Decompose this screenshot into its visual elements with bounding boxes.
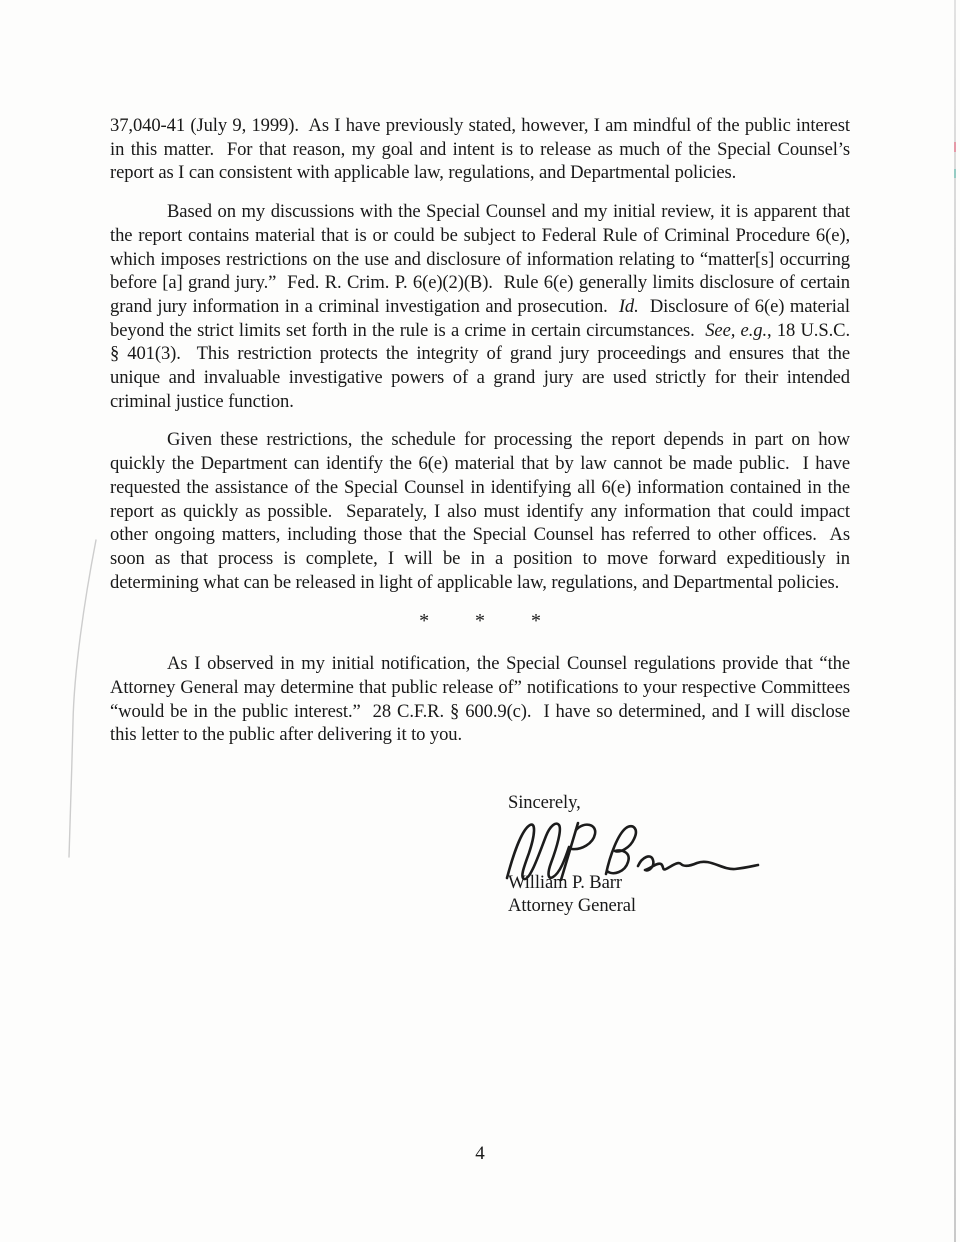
- asterisk: *: [475, 610, 485, 633]
- scan-artifact-right-edge-line: [954, 0, 956, 1242]
- paragraph-text: Based on my discussions with the Special Counsel and my initial review, it is apparent that the report contains material that is or could be subject to Federal Rule of Criminal Procedure 6(e), which imposes restrictions on the use and disclosure of information relating to “matter[s] occurring before [a] grand jury.” Fed. R. Crim. P. 6(e)(2)(B). Rule 6(e) generally limits disclosure of certain grand jury information in a criminal investigation and prosecution.: [110, 201, 855, 317]
- page-number: 4: [475, 1143, 485, 1164]
- paragraph-processing-schedule: [110, 428, 855, 594]
- paragraph-public-release: [110, 652, 855, 747]
- paragraph-6e-restrictions: [110, 200, 855, 413]
- paragraph-text: Disclosure of 6(e) material beyond the strict limits set forth in the rule is a crime in certain circumstances.: [110, 295, 855, 341]
- scan-artifact-crease-line: [58, 532, 108, 862]
- paragraph-text: As I observed in my initial notification, the Special Counsel regulations provide that “the Attorney General may determine that public release of” notifications to your respective Committees “would be in the public interest.” 28 C.F.R. § 600.9(c). I have so determined, and I will disclose this letter to the public after delivering it to you.: [110, 653, 855, 746]
- citation-id: Id.: [618, 295, 639, 317]
- closing-salutation: Sincerely,: [508, 792, 581, 814]
- citation-see-eg: See, e.g.: [705, 319, 767, 341]
- paragraph-text: Given these restrictions, the schedule for processing the report depends in part on how quickly the Department can identify the 6(e) material that by law cannot be made public. I have requested the assistance of the Special Counsel in identifying all 6(e) information contained in the report as quickly as possible. Separately, I also must identify any information that could impact other ongoing matters, including those that the Special Counsel has referred to other offices. As soon as that process is complete, I will be in a position to move forward expeditiously in determining what can be released in light of applicable law, regulations, and Departmental policies.: [110, 429, 855, 593]
- asterisk: *: [419, 610, 430, 633]
- signatory-name: William P. Barr: [508, 872, 622, 894]
- signature-block: [508, 791, 850, 917]
- scan-artifact-teal-mark: [954, 169, 956, 178]
- paragraph-text: , 18 U.S.C. § 401(3). This restriction protects the integrity of grand jury proceedings and ensures that the unique and invaluable investigative powers of a grand jury are used strictly for their intended criminal justice function.: [110, 319, 855, 412]
- paragraph-continuation: [110, 114, 855, 185]
- signatory-title: Attorney General: [508, 895, 636, 917]
- scan-artifact-pink-mark: [954, 142, 956, 152]
- letter-body: [110, 114, 855, 917]
- asterisk: *: [530, 610, 541, 633]
- paragraph-text: 37,040-41 (July 9, 1999). As I have previously stated, however, I am mindful of the public interest in this matter. For that reason, my goal and intent is to release as much of the Special Counsel’s report as I can consistent with applicable law, regulations, and Departmental policies.: [110, 115, 855, 184]
- section-break: [110, 609, 850, 633]
